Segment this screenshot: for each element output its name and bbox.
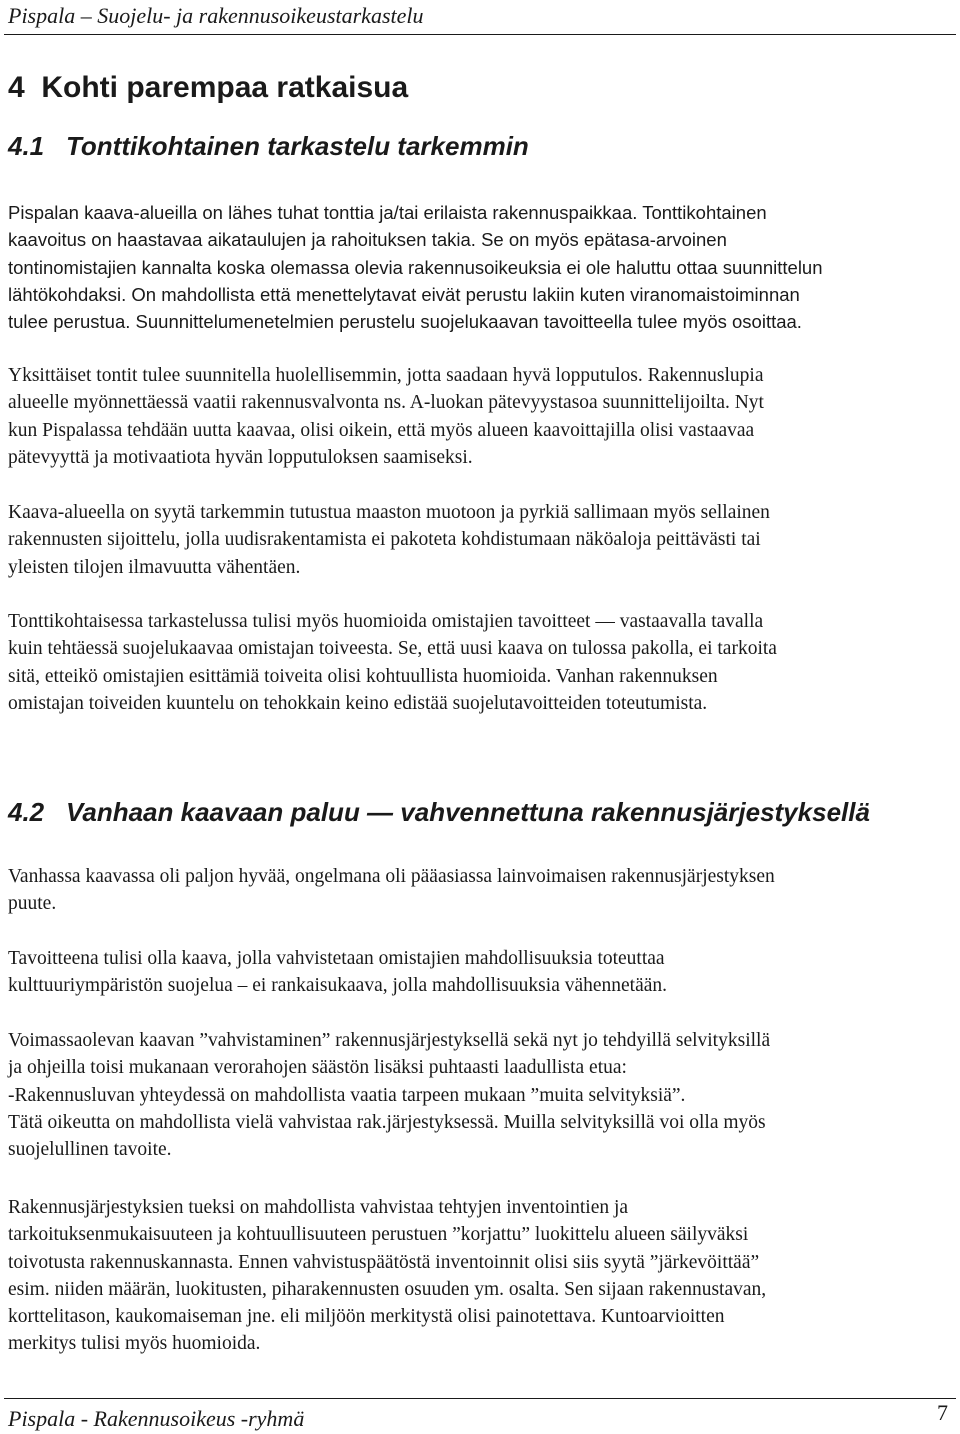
text-line: pätevyyttä ja motivaatiota hyvän lopputuloksen saamiseksi. <box>8 446 473 468</box>
text-line: Tonttikohtaisessa tarkastelussa tulisi myös huomioida omistajien tavoitteet — vastaavalla tavalla <box>8 611 764 632</box>
text-line: Tätä oikeutta on mahdollista vielä vahvistaa rak.järjestyksessä. Muilla selvityksillä voi olla myös <box>8 1111 766 1133</box>
text-line: kun Pispalassa tehdään uutta kaavaa, olisi oikein, että myös alueen kaavoittajilla olisi vastaavaa <box>8 419 755 441</box>
paragraph <box>8 863 956 918</box>
text-line: Vanhassa kaavassa oli paljon hyvää, ongelmana oli pääasiassa lainvoimaisen rakennusjärjestyksen <box>8 866 775 887</box>
text-line: Kaava-alueella on syytä tarkemmin tutustua maaston muotoon ja pyrkiä sallimaan myös sellainen <box>8 502 770 523</box>
paragraph <box>8 608 956 717</box>
running-footer: Pispala - Rakennusoikeus -ryhmä <box>8 1406 305 1431</box>
text-line: toivotusta rakennuskannasta. Ennen vahvistuspäätöstä inventoinnit olisi siis syytä ”järkevöittää” <box>8 1251 760 1273</box>
text-line: rakennusten sijoittelu, jolla uudisrakentamista ei pakoteta kohdistumaan näköaloja peittävästi tai <box>8 529 761 551</box>
text-line: -Rakennusluvan yhteydessä on mahdollista vaatia tarpeen mukaan ”muita selvityksiä”. <box>8 1084 686 1106</box>
text-line: puute. <box>8 893 57 915</box>
text-line: Pispalan kaava-alueilla on lähes tuhat tonttia ja/tai erilaista rakennuspaikkaa. Tonttikohtainen <box>8 202 767 223</box>
text-line: esim. niiden määrän, luokitusten, piharakennusten osuuden ym. osalta. Sen sijaan rakennustavan, <box>8 1278 767 1300</box>
text-line: Voimassaolevan kaavan ”vahvistaminen” rakennusjärjestyksellä sekä nyt jo tehdyillä selvityksillä <box>8 1030 771 1051</box>
chapter-title: Kohti parempaa ratkaisua <box>41 71 409 104</box>
paragraph <box>8 199 956 335</box>
text-line: ja ohjeilla toisi mukanaan verorahojen säästön lisäksi puhtaasti laadullista etua: <box>8 1057 627 1079</box>
section-heading-4-1 <box>8 130 529 162</box>
text-line: kulttuuriympäristön suojelua – ei rankaisukaava, jolla mahdollisuuksia vähennetään. <box>8 975 668 997</box>
text-line: suojelullinen tavoite. <box>8 1139 172 1161</box>
paragraph <box>8 499 956 581</box>
text-line: alueelle myönnettäessä vaatii rakennusvalvonta ns. A-luokan pätevyystasoa suunnittelijoilta. Nyt <box>8 392 764 414</box>
section-heading-4-2 <box>8 796 870 828</box>
text-line: kuin tehtäessä suojelukaavaa omistajan toiveesta. Se, että uusi kaava on tulossa pakolla, ei tarkoita <box>8 638 777 660</box>
header-divider <box>4 34 956 35</box>
paragraph <box>8 1194 956 1358</box>
section-number: 4.2 <box>8 797 45 827</box>
section-title: Tonttikohtainen tarkastelu tarkemmin <box>66 131 529 161</box>
text-line: Yksittäiset tontit tulee suunnitella huolellisemmin, jotta saadaan hyvä lopputulos. Rakennuslupia <box>8 365 764 386</box>
chapter-number: 4 <box>8 71 25 104</box>
section-title: Vanhaan kaavaan paluu — vahvennettuna rakennusjärjestyksellä <box>66 797 870 827</box>
footer-divider <box>4 1398 956 1399</box>
text-line: kaavoitus on haastavaa aikataulujen ja rahoituksen takia. Se on myös epätasa-arvoinen <box>8 229 727 251</box>
text-line: Rakennusjärjestyksien tueksi on mahdollista vahvistaa tehtyjen inventointien ja <box>8 1197 629 1218</box>
text-line: lähtökohdaksi. On mahdollista että menettelytavat eivät perustu lakiin kuten viranomaistoiminnan <box>8 283 800 305</box>
text-line: Tavoitteena tulisi olla kaava, jolla vahvistetaan omistajien mahdollisuuksia toteuttaa <box>8 948 665 969</box>
text-line: tontinomistajien kannalta koska olemassa olevia rakennusoikeuksia ei ole haluttu ottaa suunnittelun <box>8 256 823 278</box>
paragraph <box>8 945 956 1000</box>
chapter-heading <box>8 70 408 106</box>
section-number: 4.1 <box>8 131 45 161</box>
text-line: yleisten tilojen ilmavuutta vähentäen. <box>8 556 301 578</box>
text-line: tulee perustua. Suunnittelumenetelmien perustelu suojelukaavan tavoitteella tulee myös osoittaa. <box>8 311 802 333</box>
text-line: tarkoituksenmukaisuuteen ja kohtuullisuuteen perustuen ”korjattu” luokittelu alueen säilyväksi <box>8 1224 749 1246</box>
page-number: 7 <box>937 1400 948 1425</box>
text-line: sitä, etteikö omistajien esittämiä toiveita olisi kohtuullista huomioida. Vanhan rakennuksen <box>8 665 718 687</box>
text-line: korttelitason, kaukomaiseman jne. eli miljöön merkitystä olisi painotettava. Kuntoarvioitten <box>8 1306 725 1328</box>
text-line: omistajan toiveiden kuuntelu on tehokkain keino edistää suojelutavoitteiden toteutumista. <box>8 692 708 714</box>
running-header: Pispala – Suojelu- ja rakennusoikeustarkastelu <box>8 3 424 28</box>
paragraph <box>8 1027 956 1163</box>
paragraph <box>8 362 956 471</box>
text-line: merkitys tulisi myös huomioida. <box>8 1333 261 1355</box>
